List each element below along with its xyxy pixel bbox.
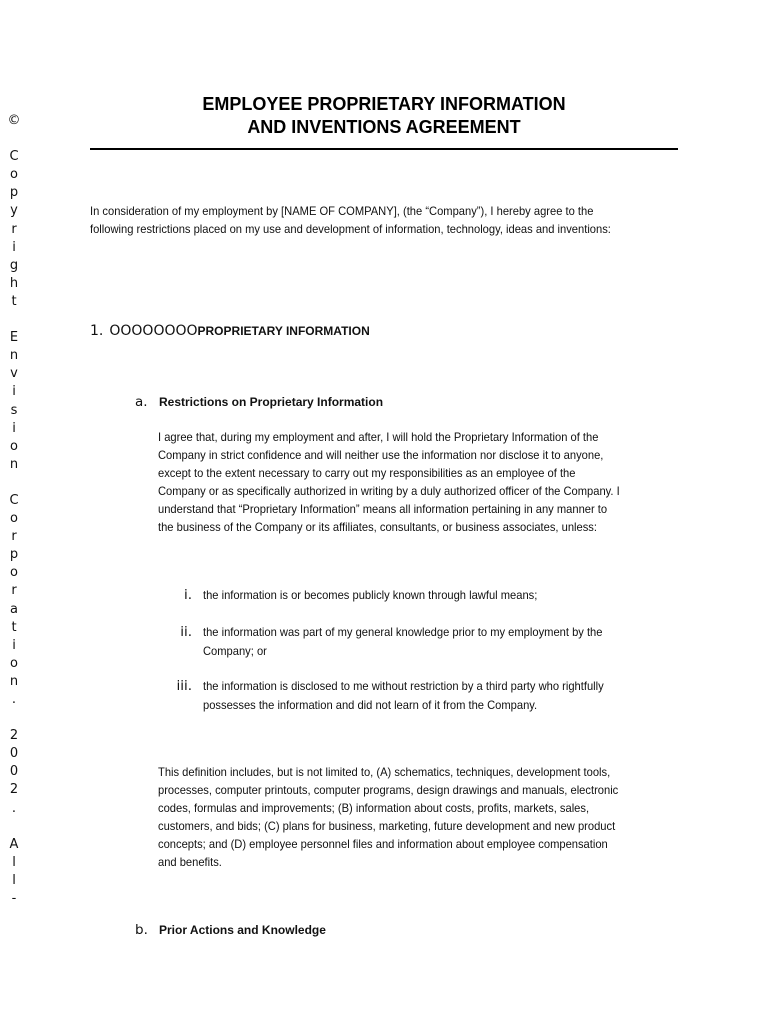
- copyright-char: n: [9, 673, 19, 689]
- body-line: I agree that, during my employment and after, I will hold the Proprietary Information of the: [158, 430, 599, 444]
- title-divider: [90, 148, 678, 150]
- intro-line-2: following restrictions placed on my use and development of information, technology, ideas and inventions:: [90, 222, 611, 236]
- intro-line-1: In consideration of my employment by [NAME OF COMPANY], (the “Company”), I hereby agree to the: [90, 204, 594, 218]
- item-numeral: i.: [183, 587, 192, 603]
- copyright-char: n: [9, 348, 19, 364]
- copyright-char: [6, 818, 22, 836]
- copyright-char: i: [12, 420, 16, 436]
- subsection-b-heading: [135, 921, 326, 939]
- copyright-char: y: [10, 203, 18, 219]
- copyright-char: o: [10, 438, 18, 454]
- item-line: the information was part of my general knowledge prior to my employment by the: [203, 625, 603, 639]
- body-line: Company or as specifically authorized in writing by a duly authorized officer of the Company. I: [158, 484, 620, 498]
- definition-paragraph: [158, 763, 679, 871]
- body-line: This definition includes, but is not limited to, (A) schematics, techniques, development tools,: [158, 765, 611, 779]
- copyright-char: 0: [9, 746, 19, 762]
- copyright-char: 0: [9, 764, 19, 780]
- body-line: processes, computer printouts, computer programs, design drawings and manuals, electronic: [158, 783, 619, 797]
- body-line: customers, and bids; (C) plans for business, marketing, future development and new product: [158, 819, 616, 833]
- copyright-char: [6, 311, 22, 329]
- item-line: possesses the information and did not learn of it from the Company.: [203, 697, 538, 712]
- intro-paragraph: [90, 202, 657, 238]
- body-line: codes, formulas and improvements; (B) information about costs, profits, markets, sales,: [158, 801, 590, 815]
- copyright-char: 2: [9, 782, 19, 798]
- copyright-char: p: [9, 185, 19, 201]
- copyright-char: [6, 130, 22, 148]
- body-line: understand that “Proprietary Information” means all information pertaining in any manner to: [158, 502, 608, 516]
- body-line: except to the extent necessary to carry out my responsibilities as an employee of the: [158, 466, 576, 480]
- section-number: 1.: [90, 323, 104, 339]
- item-line: the information is disclosed to me without restriction by a third party who rightfully: [203, 679, 604, 693]
- body-line: the business of the Company or its affiliates, consultants, or business associates, unless:: [158, 520, 597, 534]
- item-numeral: ii.: [180, 624, 192, 640]
- body-line: concepts; and (D) employee personnel files and information about employee compensation: [158, 837, 608, 851]
- item-numeral: iii.: [176, 678, 192, 694]
- copyright-char: g: [9, 257, 19, 273]
- copyright-char: r: [11, 583, 17, 599]
- copyright-char: [6, 474, 22, 492]
- copyright-watermark: [6, 112, 22, 908]
- copyright-char: o: [10, 655, 18, 671]
- copyright-char: t: [11, 619, 17, 635]
- copyright-char: h: [9, 275, 19, 291]
- copyright-char: .: [11, 692, 17, 707]
- item-text: [203, 586, 668, 605]
- subsection-letter: b.: [135, 922, 148, 938]
- section-title: PROPRIETARY INFORMATION: [197, 324, 370, 338]
- subsection-letter: a.: [135, 394, 148, 410]
- copyright-char: E: [9, 330, 19, 346]
- copyright-char: o: [10, 511, 18, 527]
- copyright-char: i: [12, 637, 16, 653]
- copyright-char: C: [9, 149, 19, 165]
- copyright-char: o: [10, 167, 18, 183]
- copyright-char: ©: [7, 113, 21, 128]
- copyright-char: l: [12, 854, 16, 870]
- subsection-a-body: [158, 428, 679, 536]
- copyright-char: .: [11, 800, 17, 816]
- body-line: and benefits.: [158, 855, 222, 869]
- copyright-char: -: [11, 891, 17, 907]
- copyright-char: [6, 709, 22, 727]
- title-line-2: AND INVENTIONS AGREEMENT: [247, 117, 521, 137]
- subsection-title: Restrictions on Proprietary Information: [159, 395, 384, 409]
- copyright-char: n: [9, 456, 19, 472]
- copyright-char: i: [12, 239, 16, 255]
- document-title: [90, 93, 678, 139]
- copyright-char: l: [12, 872, 16, 888]
- body-line: Company in strict confidence and will neither use the information nor disclose it to anyone,: [158, 448, 604, 462]
- subsection-a-heading: [135, 393, 383, 411]
- title-line-1: EMPLOYEE PROPRIETARY INFORMATION: [202, 94, 566, 114]
- copyright-char: i: [12, 384, 16, 400]
- copyright-char: t: [11, 293, 17, 309]
- copyright-char: s: [10, 402, 18, 418]
- copyright-char: C: [9, 492, 19, 508]
- copyright-char: r: [11, 221, 17, 237]
- copyright-char: r: [11, 529, 17, 545]
- copyright-char: A: [9, 836, 19, 852]
- item-text: [203, 677, 668, 714]
- item-line: Company; or: [203, 643, 267, 658]
- copyright-char: 2: [9, 728, 19, 744]
- copyright-char: v: [10, 366, 18, 382]
- section-padding: OOOOOOOO: [109, 323, 198, 339]
- copyright-char: o: [10, 565, 18, 581]
- subsection-title: Prior Actions and Knowledge: [159, 923, 326, 937]
- copyright-char: a: [10, 601, 18, 617]
- item-line: the information is or becomes publicly known through lawful means;: [203, 588, 538, 602]
- copyright-char: p: [9, 547, 19, 563]
- item-text: [203, 623, 668, 660]
- section-1-heading: [90, 321, 370, 341]
